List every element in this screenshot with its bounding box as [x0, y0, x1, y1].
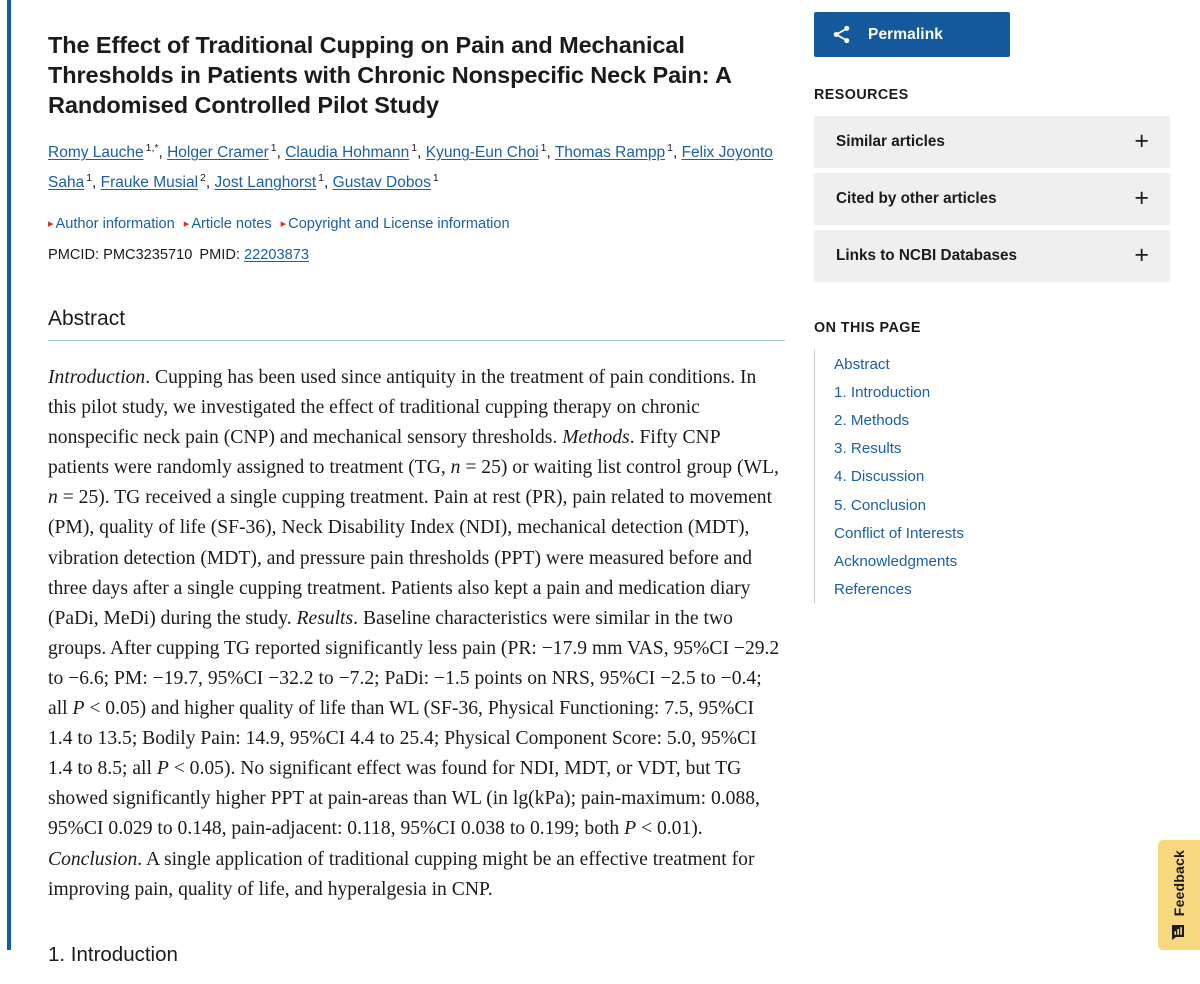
abstract-var-p: P — [72, 698, 85, 720]
on-this-page-item[interactable]: 1. Introduction — [834, 383, 931, 401]
abstract-label-methods: Methods — [562, 427, 630, 449]
note-link-item[interactable] — [184, 216, 272, 232]
author-affiliation-marker: 1 — [540, 141, 547, 154]
on-this-page-heading: ON THIS PAGE — [814, 320, 921, 336]
author-link[interactable]: Felix Joyonto Saha — [48, 144, 773, 191]
triangle-right-icon: ▸ — [280, 218, 287, 230]
abstract-text — [48, 363, 783, 905]
on-this-page-item[interactable]: References — [834, 581, 912, 599]
share-icon — [814, 24, 868, 45]
plus-icon[interactable]: + — [1134, 183, 1149, 212]
note-link-label[interactable]: Copyright and License information — [288, 216, 510, 232]
abstract-run: < 0.05) and higher quality of life than WL (SF-36, Physical Functioning: 7.5, 95%CI 1.4 to 13.5; Bodily Pain: 14.9, 95%CI 4.4 to 25.4; Physical Component Score: 5.0, 95%CI 1.4 to 8.5; all — [48, 698, 757, 780]
author-link[interactable]: Thomas Rampp — [554, 144, 666, 161]
pmcid-label: PMCID: — [48, 247, 100, 263]
introduction-heading: 1. Introduction — [48, 942, 178, 966]
resource-accordion-row[interactable] — [814, 230, 1170, 282]
on-this-page-item[interactable]: Conflict of Interests — [834, 524, 964, 542]
abstract-var-n: n — [450, 457, 461, 479]
author-affiliation-marker: 1,* — [145, 141, 159, 154]
resource-accordion-label: Cited by other articles — [836, 190, 997, 207]
abstract-var-n: n — [48, 487, 58, 509]
author-link[interactable]: Claudia Hohmann — [285, 144, 410, 161]
abstract-label-results: Results — [296, 607, 354, 629]
on-this-page-item[interactable]: Acknowledgments — [834, 552, 958, 570]
note-link-item[interactable] — [281, 216, 510, 232]
pmid-label: PMID: — [199, 247, 240, 263]
abstract-label-introduction: Introduction — [48, 367, 146, 388]
main-content — [48, 0, 788, 984]
abstract-var-p: P — [624, 818, 637, 840]
feedback-tab[interactable] — [1158, 840, 1200, 950]
on-this-page-item[interactable]: 3. Results — [834, 440, 902, 458]
permalink-button[interactable] — [814, 12, 1010, 57]
on-this-page-item[interactable]: 5. Conclusion — [834, 496, 927, 514]
sidebar — [814, 0, 1170, 604]
on-this-page-item[interactable]: 4. Discussion — [834, 468, 925, 486]
author-affiliation-marker: 1 — [432, 171, 439, 184]
abstract-run: < 0.01). — [636, 818, 703, 840]
abstract-label-conclusion: Conclusion — [48, 848, 138, 870]
plus-icon[interactable]: + — [1134, 126, 1149, 155]
abstract-run: = 25) or waiting list control group (WL, — [460, 457, 779, 479]
note-link-item[interactable] — [48, 216, 175, 232]
author-link[interactable]: Frauke Musial — [100, 174, 199, 191]
resources-accordion — [814, 116, 1170, 282]
on-this-page-item[interactable]: Abstract — [834, 355, 890, 373]
abstract-var-p: P — [156, 758, 169, 780]
on-this-page-nav — [814, 350, 1170, 604]
author-affiliation-marker: 1 — [318, 171, 325, 184]
author-list: Romy Lauche $^{1,*}$, Holger Cramer $^1$, Claudia Hohmann $^1$, Kyung-Eun Choi $^1$, Thomas Rampp $^1$, Felix Joyonto Saha $^1$, Frauke Musial $^2$, Jost Langhorst $^1$, Gustav Dobos $^1$ — [48, 141, 773, 191]
page-title: The Effect of Traditional Cupping on Pain and Mechanical Thresholds in Patients with Chronic Nonspecific Neck Pain: A Randomised Controlled Pilot Study — [48, 32, 732, 118]
abstract-heading: Abstract — [48, 307, 785, 341]
note-link-label[interactable]: Article notes — [191, 216, 272, 232]
author-affiliation-marker: 1 — [411, 141, 418, 154]
pmid-link[interactable]: 22203873 — [244, 247, 309, 263]
author-affiliation-marker: 1 — [270, 141, 277, 154]
resources-heading: RESOURCES — [814, 87, 909, 103]
pmcid-value: PMC3235710 — [103, 247, 193, 263]
abstract-run: < 0.05). No significant effect was found for NDI, MDT, or VDT, but TG showed significantly higher PPT at pain-areas than WL (in lg(kPa); pain-maximum: 0.088, 95%CI 0.029 to 0.148, pain-adjacent: 0.118, 95%CI 0.038 to 0.199; both — [48, 758, 760, 840]
author-link[interactable]: Romy Lauche — [48, 144, 144, 161]
article-note-links — [48, 214, 788, 235]
note-link-label[interactable]: Author information — [55, 216, 175, 232]
triangle-right-icon: ▸ — [183, 218, 190, 230]
triangle-right-icon: ▸ — [48, 218, 54, 230]
resource-accordion-label: Similar articles — [836, 133, 945, 150]
permalink-label: Permalink — [868, 25, 943, 43]
article-identifiers — [48, 245, 788, 265]
abstract-run: . Baseline characteristics were similar in the two groups. After cupping TG reported significantly less pain (PR: −17.9 mm VAS, 95%CI −29.2 to −6.6; PM: −19.7, 95%CI −32.2 to −7.2; PaDi: −1.5 points on NRS, 95%CI −2.5 to −0.4; all — [48, 607, 780, 720]
resource-accordion-label: Links to NCBI Databases — [836, 247, 1018, 264]
resource-accordion-row[interactable] — [814, 116, 1170, 168]
author-link[interactable]: Kyung-Eun Choi — [425, 144, 539, 161]
author-link[interactable]: Holger Cramer — [167, 144, 269, 161]
plus-icon[interactable]: + — [1134, 240, 1149, 269]
feedback-label: Feedback — [1171, 850, 1187, 917]
abstract-run: = 25). TG received a single cupping treatment. Pain at rest (PR), pain related to movement (PM), quality of life (SF-36), Neck Disability Index (NDI), mechanical detection (MDT), vibration detection (MDT), and pressure pain thresholds (PPT) were measured before and three days after a single cupping treatment. Patients also kept a pain and medication diary (PaDi, MeDi) during the study. — [48, 487, 773, 629]
author-link[interactable]: Gustav Dobos — [332, 174, 431, 191]
abstract-run: . A single application of traditional cupping might be an effective treatment for improving pain, quality of life, and hyperalgesia in CNP. — [48, 848, 755, 900]
resource-accordion-row[interactable] — [814, 173, 1170, 225]
on-this-page-item[interactable]: 2. Methods — [834, 411, 910, 429]
abstract-run: . Cupping has been used since antiquity in the treatment of pain conditions. In this pilot study, we investigated the effect of traditional cupping therapy on chronic nonspecific neck pain (CNP) and mechanical sensory thresholds. — [48, 367, 757, 449]
chart-icon — [1171, 924, 1187, 940]
abstract-run: . Fifty CNP patients were randomly assigned to treatment (TG, — [48, 427, 720, 479]
author-affiliation-marker: 2 — [200, 171, 206, 184]
author-affiliation-marker: 1 — [86, 171, 93, 184]
author-affiliation-marker: 1 — [667, 141, 673, 154]
author-link[interactable]: Jost Langhorst — [214, 174, 317, 191]
